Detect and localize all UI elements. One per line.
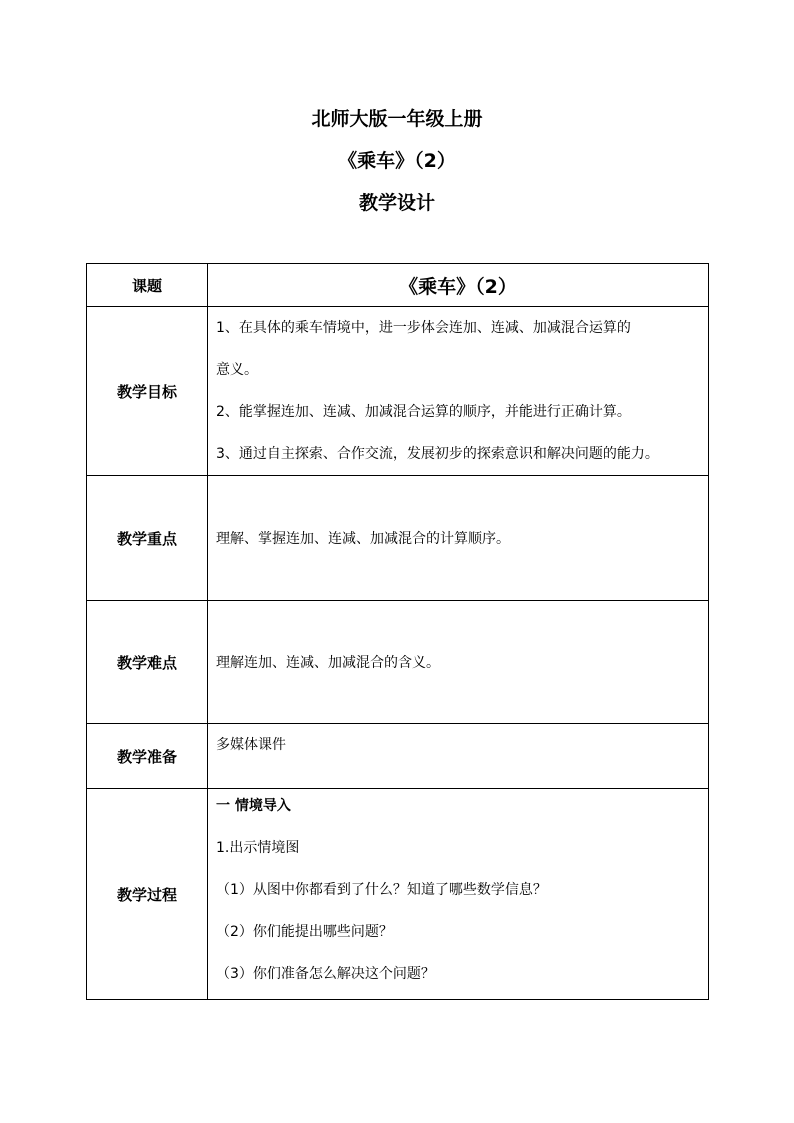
difficulties-value: 理解连加、连减、加减混合的含义。 [208,601,709,724]
goal-line: 1、在具体的乘车情境中，进一步体会连加、连减、加减混合运算的 [216,320,631,336]
preparation-label: 教学准备 [87,724,208,789]
lesson-plan-table [86,263,709,1000]
topic-value: 《乘车》（2） [208,264,709,307]
process-heading: 一 情境导入 [216,798,291,814]
doc-title-line2: 《乘车》（2） [338,150,456,172]
table-row-topic [87,264,709,307]
key-points-label: 教学重点 [87,476,208,601]
goals-content [208,307,709,476]
topic-label: 课题 [87,264,208,307]
preparation-cell [208,724,709,789]
process-line: 1.出示情境图 [216,840,300,856]
process-content [208,789,709,1000]
table-row-preparation [87,724,709,789]
doc-title-line1: 北师大版一年级上册 [311,108,483,130]
process-label: 教学过程 [87,789,208,1000]
table-row-key-points [87,476,709,601]
process-line: （2）你们能提出哪些问题？ [216,924,393,940]
table-row-process [87,789,709,1000]
process-line: （1）从图中你都看到了什么？知道了哪些数学信息？ [216,882,547,898]
key-points-value: 理解、掌握连加、连减、加减混合的计算顺序。 [208,476,709,601]
goal-line: 2、能掌握连加、连减、加减混合运算的顺序，并能进行正确计算。 [216,404,631,420]
goal-line: 意义。 [216,362,258,378]
process-line: （3）你们准备怎么解决这个问题？ [216,966,435,982]
preparation-value: 多媒体课件 [216,737,286,753]
table-row-difficulties [87,601,709,724]
table-row-goals [87,307,709,476]
goal-line: 3、通过自主探索、合作交流，发展初步的探索意识和解决问题的能力。 [216,446,659,462]
difficulties-label: 教学难点 [87,601,208,724]
goals-label: 教学目标 [87,307,208,476]
doc-title-line3: 教学设计 [358,192,435,214]
